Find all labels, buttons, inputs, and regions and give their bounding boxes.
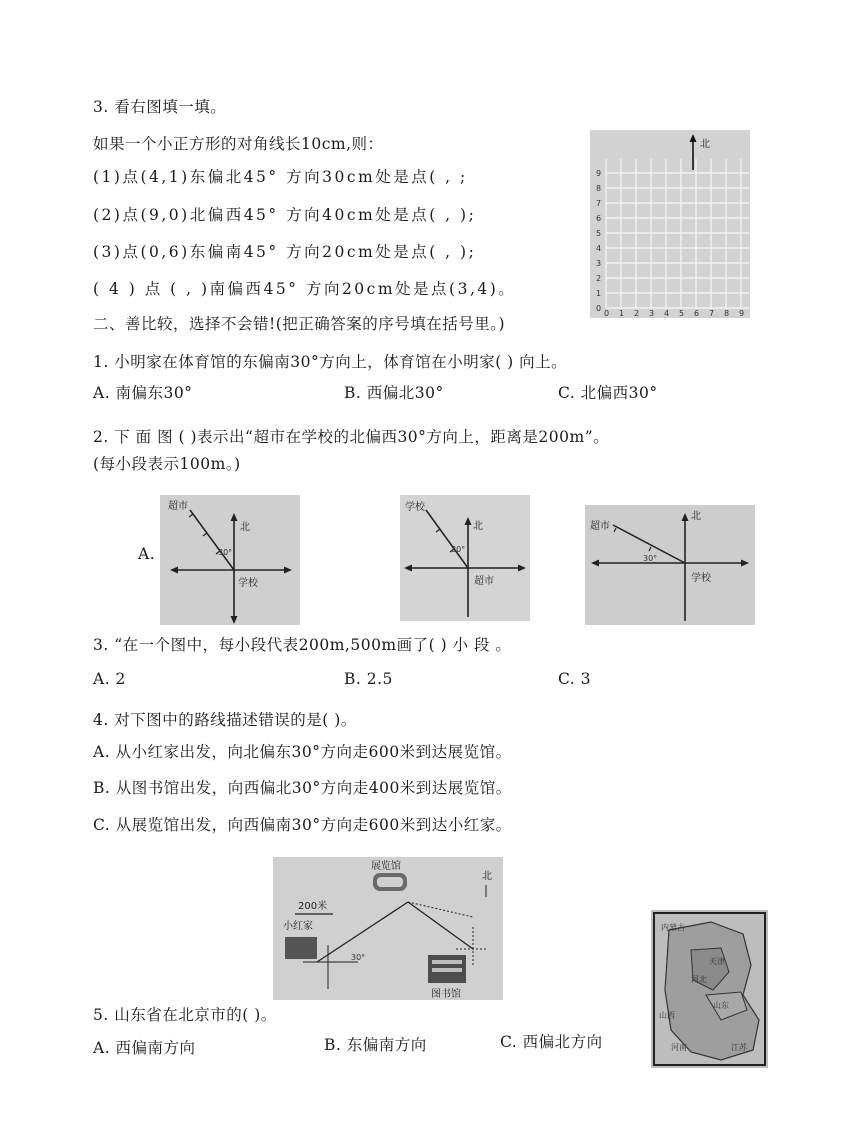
grid-y-tick: 4 [596,244,602,253]
fig2-marker-label: 学校 [405,502,425,513]
grid-y-tick: 5 [596,229,602,238]
q2-option-a-label: A. [138,545,156,563]
q5-option-a: A. 西偏南方向 [93,1039,196,1057]
grid-x-tick: 3 [649,309,655,318]
prov-label-5: 河南 [671,1043,687,1052]
q4-option-a: A. 从小红家出发，向北偏东30°方向走600米到达展览馆。 [93,743,512,761]
fig2-angle-label: 30° [451,545,466,554]
grid-x-tick: 6 [694,309,700,318]
fig3-origin-label: 学校 [691,573,711,584]
q5-option-b: B. 东偏南方向 [324,1036,427,1054]
q3-premise: 如果一个小正方形的对角线长10cm,则： [93,135,384,153]
prov-label-4: 山西 [659,1011,675,1020]
q5-stem: 5. 山东省在北京市的( )。 [93,1006,277,1024]
map-home-label: 小红家 [283,921,313,932]
fig3-angle-label: 30° [643,554,658,563]
home-icon [285,937,317,959]
q5-province-map [651,910,768,1068]
map-scale-label: 200米 [298,901,328,912]
grid-y-tick: 2 [596,274,602,283]
q5-option-c: C. 西偏北方向 [500,1033,603,1051]
coordinate-grid-svg [590,130,750,318]
grid-x-tick: 0 [604,309,610,318]
q4-route-map [273,857,503,1000]
q3-option-c: C. 3 [558,670,592,688]
grid-y-tick: 1 [596,289,602,298]
fig3-marker-label: 超市 [590,521,610,532]
grid-x-tick: 2 [634,309,640,318]
prov-label-7: 江苏 [731,1043,747,1052]
grid-x-tick: 7 [709,309,715,318]
q4-option-b: B. 从图书馆出发，向西偏北30°方向走400米到达展览馆。 [93,779,512,797]
q1-option-c: C. 北偏西30° [558,384,658,402]
grid-y-tick: 8 [596,184,602,193]
coordinate-grid-figure [590,130,750,318]
prov-label-1: 内蒙古 [661,923,685,932]
fig1-origin-label: 学校 [238,578,258,589]
q3-option-b: B. 2.5 [344,670,393,688]
prov-label-2: 天津 [709,957,725,966]
q3-item-1: (1)点(4,1)东偏北45° 方向30cm处是点( , ; [93,168,468,186]
fig2-origin-label: 超市 [474,576,494,587]
fig1-angle-label: 30° [218,548,233,557]
grid-y-tick: 3 [596,259,602,268]
q2-figure-a [160,495,300,625]
q4-option-c: C. 从展览馆出发，向西偏南30°方向走600米到达小红家。 [93,816,512,834]
q2-stem: 2. 下 面 图 ( )表示出“超市在学校的北偏西30°方向上，距离是200m”。 [93,428,610,446]
grid-x-tick: 5 [679,309,685,318]
q2-figure-c [585,505,755,625]
grid-y-tick: 9 [596,169,602,178]
q3-item-2: (2)点(9,0)北偏西45° 方向40cm处是点( , ); [93,206,477,224]
grid-x-tick: 9 [739,309,745,318]
prov-label-3: 河北 [691,975,707,984]
grid-x-tick: 4 [664,309,670,318]
grid-x-tick: 8 [724,309,730,318]
map-museum-label: 展览馆 [371,861,401,872]
map-library-label: 图书馆 [431,989,461,1000]
map-north-label: 北 [482,871,492,882]
fig1-marker-label: 超市 [168,501,188,512]
grid-y-tick: 0 [596,304,602,313]
q1-option-a: A. 南偏东30° [93,384,193,402]
q3-heading: 3. 看右图填一填。 [93,98,227,116]
fig3-north-label: 北 [691,511,701,522]
q3-stem: 3. “在一个图中，每小段代表200m,500m画了( ) 小 段 。 [93,636,512,654]
q1-option-b: B. 西偏北30° [344,384,444,402]
q3-item-4: ( 4 ) 点 ( , )南偏西45° 方向20cm处是点(3,4)。 [93,280,517,298]
q3-item-3: (3)点(0,6)东偏南45° 方向20cm处是点( , ); [93,243,477,261]
prov-label-6: 山东 [713,1001,729,1010]
q2-note: (每小段表示100m。) [93,455,241,473]
section2-title: 二、善比较，选择不会错!(把正确答案的序号填在括号里。) [93,315,506,333]
fig1-north-label: 北 [240,522,250,533]
map-angle-label: 30° [351,953,366,962]
fig2-north-label: 北 [473,521,483,532]
grid-north-label: 北 [700,139,710,150]
q2-figure-b [400,495,530,621]
q4-stem: 4. 对下图中的路线描述错误的是( )。 [93,711,357,729]
q1-stem: 1. 小明家在体育馆的东偏南30°方向上，体育馆在小明家( ) 向上。 [93,353,568,371]
q3-option-a: A. 2 [93,670,126,688]
grid-y-tick: 6 [596,214,602,223]
grid-x-tick: 1 [619,309,625,318]
grid-y-tick: 7 [596,199,602,208]
